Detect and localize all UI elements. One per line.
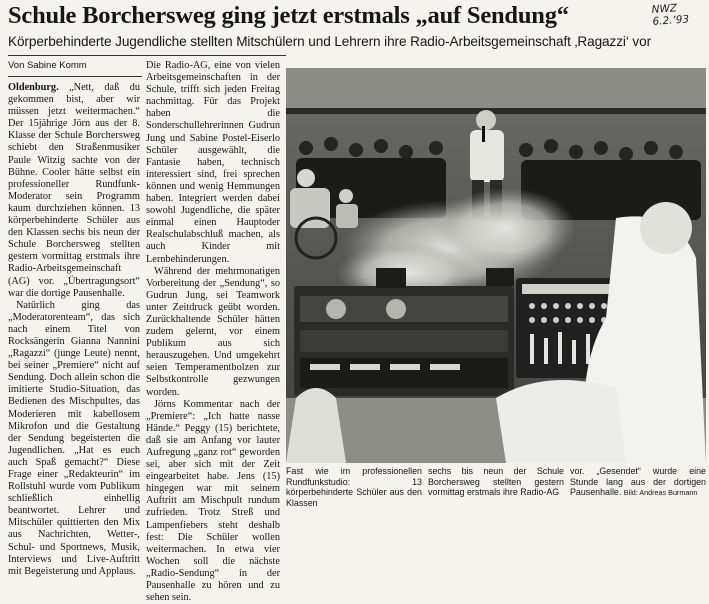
handwritten-note: NWZ 6.2.’93 [651, 2, 690, 28]
dateline: Oldenburg. [8, 82, 59, 93]
photo-credit: Bild: Andreas Burmann [623, 488, 698, 498]
article-paragraph: Natürlich ging das „Moderatorenteam“, das sich nach einem Titel von Rocksängerin Gianna Nannini „Ragazzi“ (junge Leute) nennt, bei seiner „Premiere“ nicht auf Sendung. Doch allein schon die imitierte Studio-Situation, das Bedienen des Mischpultes, das Moderieren mit kabellosem Mikrofon und die Gestaltung der Sendung begeisterten die Jugendlichen. „Hat es euch auch Spaß gemacht?“ Diese Frage einer „Redakteurin“ im Rollstuhl wurde vom Publikum schließlich einhellig beantwortet. Lehrer und Mitschüler quittierten den Mix aus Nachrichten, Wetter-, Schul- und Sportnews, Musik, Interviews und Live-Auftritt mit Begeisterung und Applaus. [8, 299, 140, 577]
article-column-1 [8, 82, 141, 577]
article-headline: Schule Borchersweg ging jetzt erstmals „auf Sendung“ [8, 2, 569, 29]
radio-studio-photo [286, 68, 706, 463]
article-paragraph: Die Radio-AG, eine von vielen Arbeitsgemeinschaften in der Schule, trifft sich jeden Freitag nachmittag. Für das Projekt haben die Sonderschullehrerinnen Gudrun Jung und Sabine Postel-Eiserlo Schüler ausgewählt, die Fantasie haben, technisch interessiert sind, frei sprechen können und wenig Hemmungen haben. Integriert werden dabei sowohl Jugendliche, die später einmal einen Hauptoder Realschulabschluß machen, als auch Kinder mit Lernbehinderungen. [146, 60, 280, 265]
article-paragraph [8, 82, 140, 300]
article-paragraph: Jörns Kommentar nach der „Premiere“: „Ich hatte nasse Hände.“ Peggy (15) berichtete, daß sie am Anfang vor lauter Aufregung „ganz rot“ geworden sei, aber sich mit der Zeit eingearbeitet habe. Jens (15) hingegen war mit seinem Auftritt am Mischpult rundum zufrieden. Trotz Streß und Lampenfiebers steht deshalb fest: Die Schüler wollen weitermachen. In etwa vier Wochen soll die nächste „Radio-Sendung“ in der Pausenhalle zu hören und zu sehen sein. [146, 398, 280, 604]
photo-caption-part-2: sechs bis neun der Schule Borchersweg stellten gestern vormittag erstmals ihre Radio-AG [428, 466, 564, 498]
byline-rule [8, 76, 142, 77]
article-paragraph: Während der mehrmonatigen Vorbereitung der „Sendung“, so Gudrun Jung, sei Teamwork unter Zeitdruck geübt worden. Zurückhaltende Schüler hätten zudem gelernt, vor einem Publikum aus sich herauszugehen. Und umgekehrt seien Temperamentbolzen zur Selbstkontrolle gezwungen worden. [146, 265, 280, 398]
paragraph-text: „Nett, daß du gekommen bist, aber wir müssen jetzt weitermachen.“ Der 15jährige Jörn aus der 8. Klasse der Schule Borchersweg schiebt den Straßenmusiker Paule Witzig sachte von der Bühne. Cooler hätte selbst ein professioneller Rundfunk-Moderator sein Programm kaum durchziehen können. 13 körperbehinderte Schüler aus den Klassen sechs bis neun der Schule Borchersweg stellten gestern vormittag erstmals ihre Radio-Arbeitsgemeinschaft (AG) vor. „Übertragungsort“ war die dortige Pausenhalle. [8, 82, 141, 299]
article-photo [286, 68, 706, 463]
photo-caption-part-1: Fast wie im professionellen Rundfunkstudio: 13 körperbehinderte Schüler aus den Klassen [286, 466, 422, 508]
photo-caption-part-3 [570, 466, 706, 498]
caption-text: vor. „Gesendet“ wurde eine Stunde lang aus der dortigen Pausenhalle. [570, 466, 706, 498]
byline: Von Sabine Komm [8, 60, 87, 71]
article-subheadline: Körperbehinderte Jugendliche stellten Mitschülern und Lehrern ihre Radio-Arbeitsgemeinschaft ‚Ragazzi‘ vor [8, 34, 652, 49]
header-rule [8, 55, 286, 56]
article-column-2-body [146, 60, 280, 604]
